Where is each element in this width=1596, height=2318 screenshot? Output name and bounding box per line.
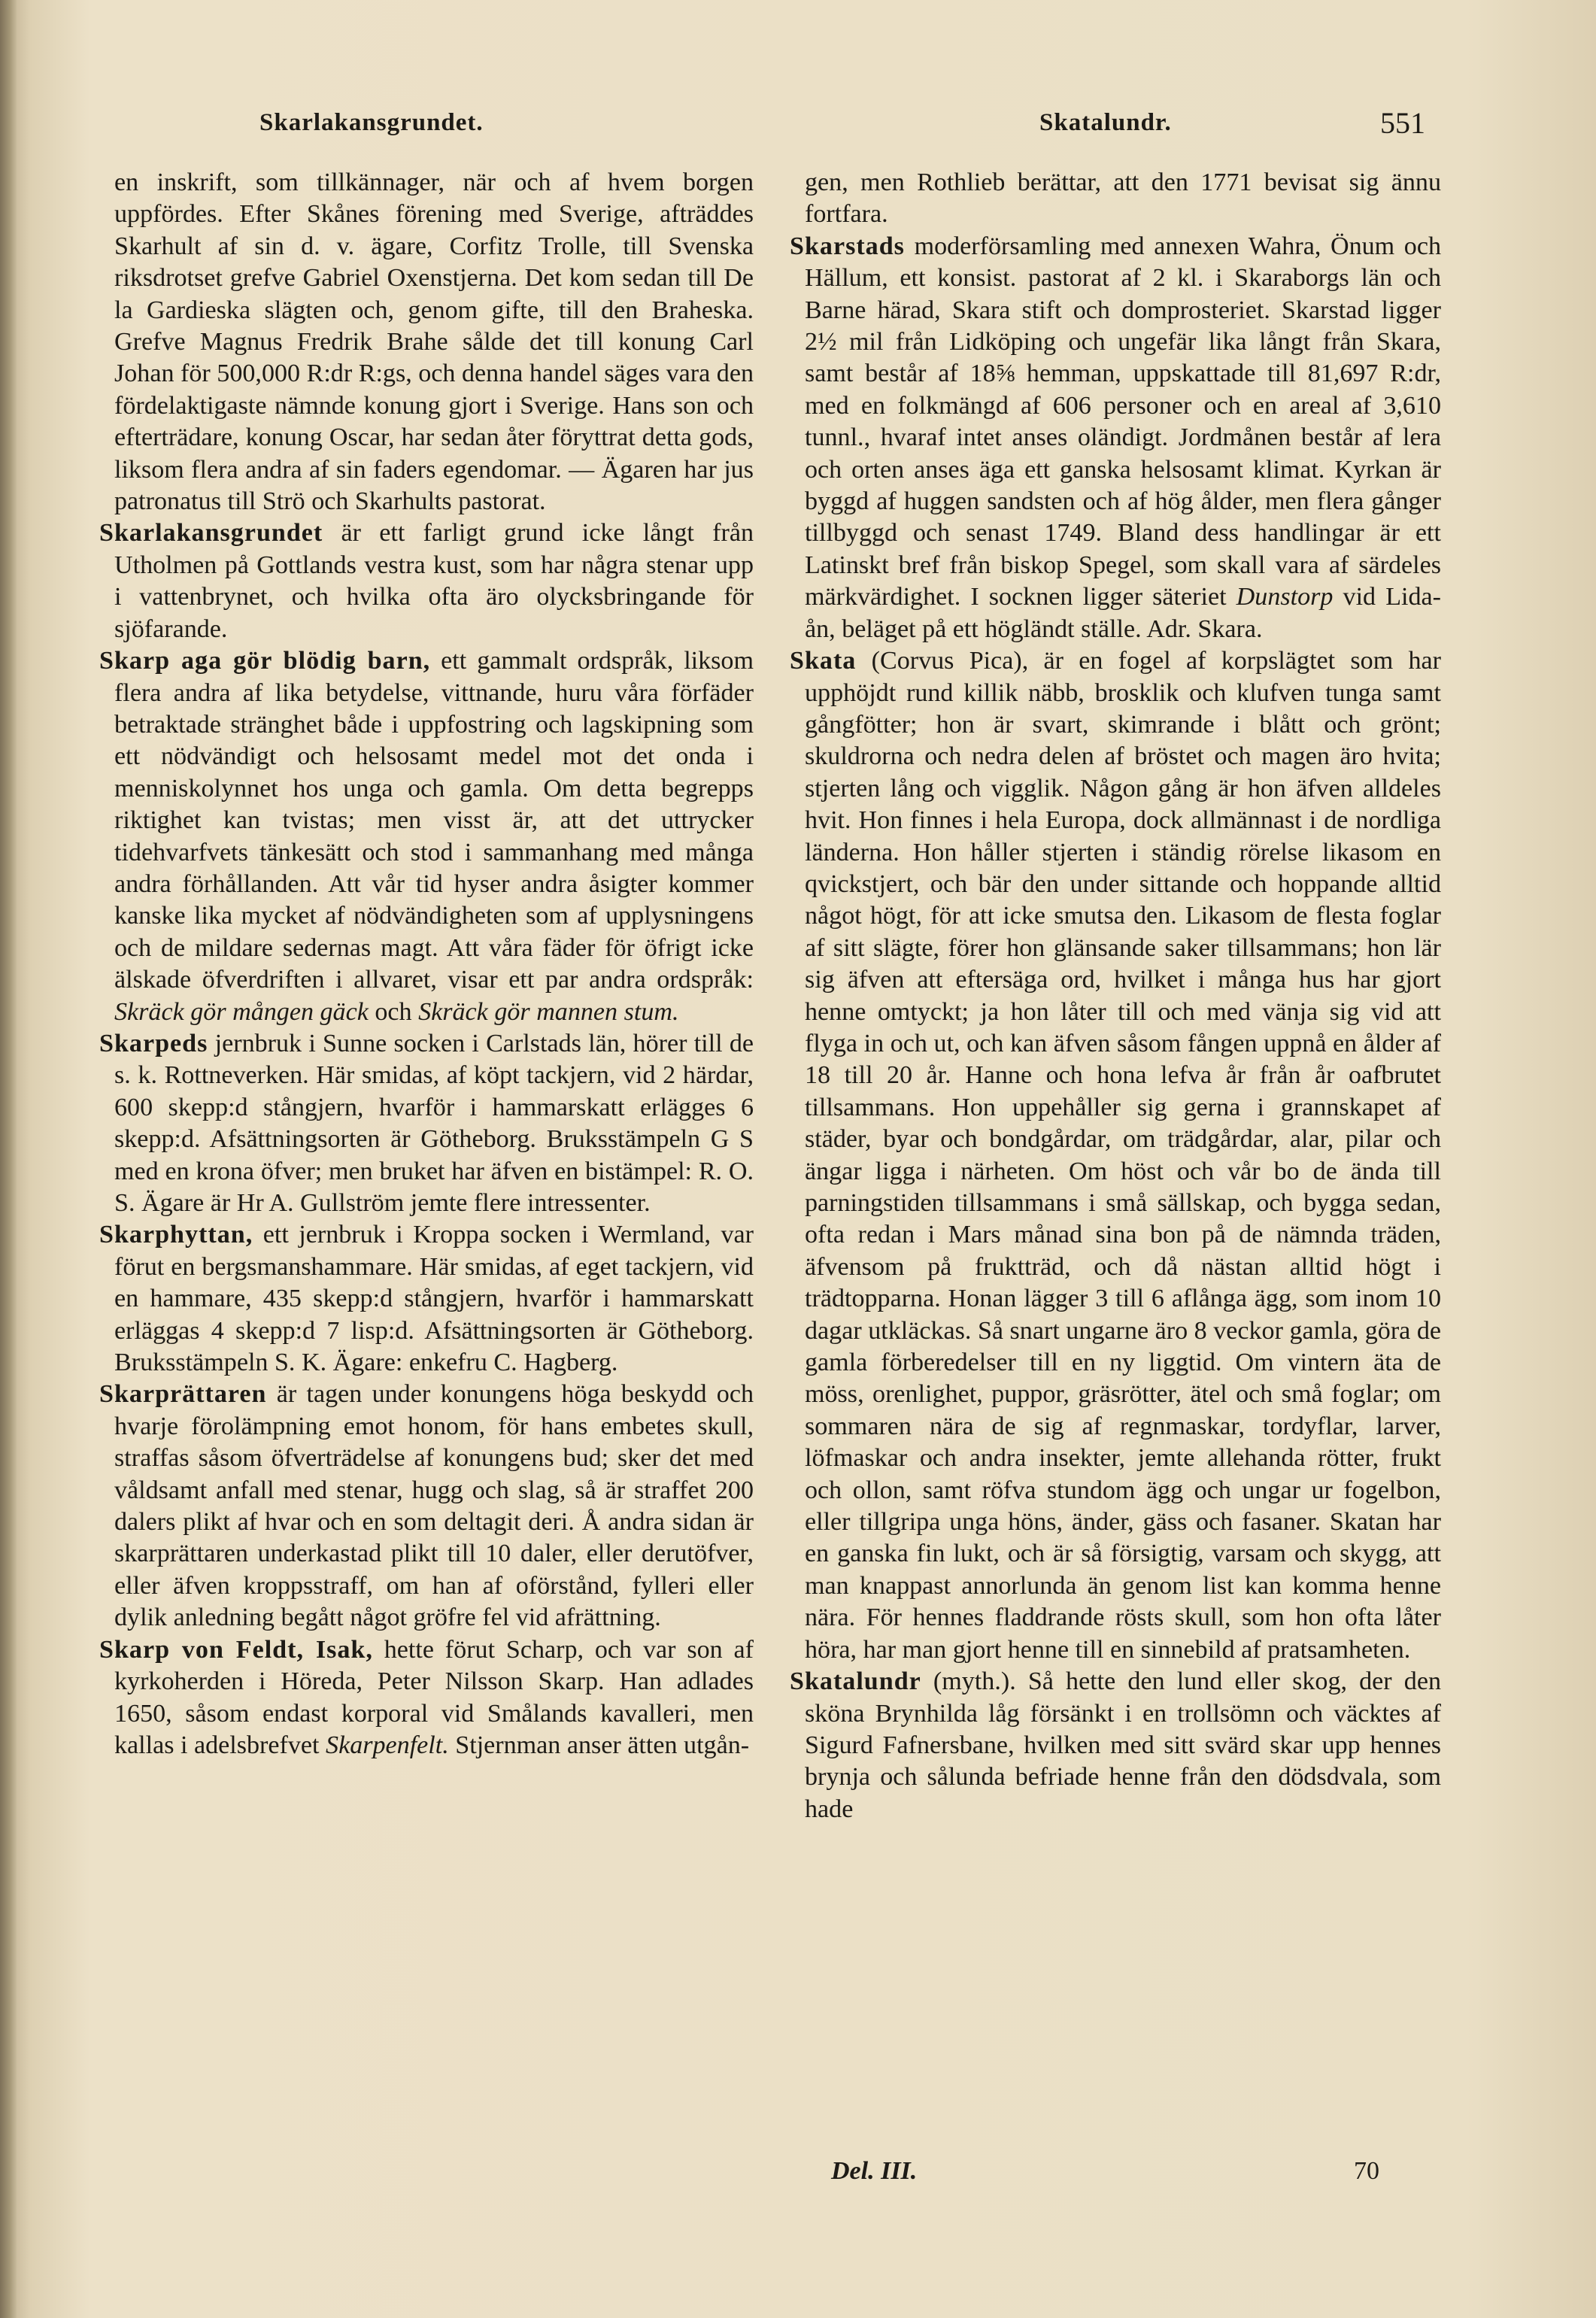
header-left-title: Skarlakansgrundet. bbox=[259, 109, 484, 136]
headword: Skatalundr bbox=[790, 1667, 921, 1696]
headword: Skarstads bbox=[790, 232, 905, 260]
entry-skarstads: Skarstads moderförsamling med annexen Wahra, Önum och Hällum, ett konsist. pastorat af 2 kl. i Skaraborgs län och Barne härad, Skara stift och domprosteriet. Skarstad ligger 2½ mil från Lidköping och ungefär lika långt från Skara, samt består af 18⅝ hemman, uppskattade till 81,697 R:dr, med en folkmängd af 606 personer och en areal af 3,610 tunnl., hvaraf intet anses oländigt. Jordmånen består af lera och orten anses äga ett ganska helsosamt klimat. Kyrkan är byggd af huggen sandsten och af hög ålder, men flera gånger tillbyggd och senast 1749. Bland dess handlingar är ett Latinskt bref från biskop Spegel, som skall vara af särdeles märkvärdighet. I socknen ligger säteriet Dunstorp vid Lida-ån, beläget på ett högländt ställe. Adr. Skara. bbox=[790, 232, 1441, 643]
entry-skatalundr: Skatalundr (myth.). Så hette den lund eller skog, der den sköna Brynhilda låg försänkt i en trollsömn och väcktes af Sigurd Fafnersbane, hvilken med sitt svärd skar upp hennes brynja och sålunda befriade henne från den dödsdvala, som hade bbox=[790, 1667, 1441, 1823]
headword: Skarpeds bbox=[99, 1029, 208, 1057]
signature-mark: 70 bbox=[1354, 2157, 1379, 2185]
paragraph-continuation: en inskrift, som tillkännager, när och af hvem borgen uppfördes. Efter Skånes förening med Sverige, afträddes Skarhult af sin d. v. ägare, Corfitz Trolle, till Svenska riksdrotset grefve Gabriel Oxenstjerna. Det kom sedan till De la Gardieska slägten och, genom gifte, till den Braheska. Grefve Magnus Fredrik Brahe sålde det till konung Carl Johan för 500,000 R:dr R:gs, och denna handel säges vara den fördelaktigaste nämnde konung gjort i Sverige. Hans son och efterträdare, konung Oscar, har sedan åter föryttrat detta gods, liksom flera andra af sin faders egendomar. — Ägaren har jus patronatus till Strö och Skarhults pastorat. bbox=[114, 168, 754, 516]
page-footer bbox=[0, 2157, 1596, 2195]
page-number: 551 bbox=[1380, 106, 1425, 140]
headword: Skarphyttan, bbox=[99, 1221, 253, 1249]
headword: Skarp aga gör blödig barn, bbox=[99, 647, 431, 675]
book-binding-edge bbox=[0, 0, 17, 2318]
entry-skarpeds: Skarpeds jernbruk i Sunne socken i Carlstads län, hörer till de s. k. Rottneverken. Här smidas, af köpt tackjern, vid 2 härdar, 600 skepp:d stångjern, hvarför i hammarskatt erlägges 6 skepp:d. Afsättningsorten är Götheborg. Bruksstämpeln G S med en krona öfver; men bruket har äfven en bistämpel: R. O. S. Ägare är Hr A. Gullström jemte flere intressenter. bbox=[99, 1029, 754, 1217]
left-column bbox=[99, 167, 754, 1761]
entry-skarp-von-feldt: Skarp von Feldt, Isak, hette förut Scharp, och var son af kyrkoherden i Höreda, Peter Nilsson Skarp. Han adlades 1650, såsom endast korporal vid Smålands kavalleri, men kallas i adelsbrefvet Skarpenfelt. Stjernman anser ätten utgån- bbox=[99, 1635, 754, 1759]
headword: Skata bbox=[790, 647, 857, 675]
headword: Skarlakansgrundet bbox=[99, 519, 323, 548]
entry-skarlakansgrundet: Skarlakansgrundet är ett farligt grund icke långt från Utholmen på Gottlands vestra kust, som har några stenar upp i vattenbrynet, och hvilka ofta äro olycksbringande för sjöfarande. bbox=[99, 519, 754, 643]
running-header bbox=[0, 105, 1596, 150]
entry-skata: Skata (Corvus Pica), är en fogel af korpslägtet som har upphöjdt rund killik näbb, brosklik och klufven tunga samt gångfötter; hon är svart, skimrande i blått och grönt; skuldrorna och nedra delen af bröstet och magen äro hvita; stjerten lång och vigglik. Någon gång är hon äfven alldeles hvit. Hon finnes i hela Europa, dock allmännast i de nordliga länderna. Hon håller stjerten i ständig rörelse likasom en qvickstjert, och bär den under sittande och hoppande alltid något högt, för att icke smutsa den. Likasom de flesta foglar af sitt slägte, förer hon glänsande saker tillsammans; hon lär sig äfven att eftersäga ord, hvilket i många hus har gjort henne omtyckt; ja hon låter till och med vänja sig vid att flyga in och ut, och kan äfven såsom fången uppnå en ålder af 18 till 20 år. Hanne och hona lefva år från år oafbrutet tillsammans. Hon uppehåller sig gerna i grannskapet af städer, byar och bondgårdar, om trädgårdar, alar, pilar och ängar ligga i närheten. Om höst och vår bo de ända till parningstiden tillsammans i små sällskap, och bygga sedan, ofta redan i Mars månad sina bon på de nämnda träden, äfvensom på fruktträd, och då nästan alltid högt i trädtopparna. Honan lägger 3 till 6 aflånga ägg, som inom 10 dagar utkläckas. Så snart ungarne äro 8 veckor gamla, göra de gamla förberedelser till en ny liggtid. Om vintern äta de möss, orenlighet, puppor, gräsrötter, ätel och små foglar; om sommaren nära de sig af regnmaskar, tordyflar, larver, löfmaskar och andra insekter, jemte allehanda rötter, frukt och ollon, samt röfva stundom ägg och ungar ur fogelbon, eller tillgripa unga höns, änder, gäss och fasaner. Skatan har en ganska fin lukt, och är så försigtig, varsam och skygg, att man knappast annorlunda än genom list kan komma henne nära. För hennes fladdrande rösts skull, som hon ofta låter höra, har man gjort henne till en sinnebild af pratsamheten. bbox=[790, 647, 1441, 1664]
entry-skarp-aga: Skarp aga gör blödig barn, ett gammalt ordspråk, liksom flera andra af lika betydelse, vittnande, huru våra förfäder betraktade stränghet både i uppfostring och lagskipning som ett nödvändigt och helsosamt medel mot det onda i menniskolynnet hos unga och gamla. Om detta begrepps riktighet kan tvistas; men visst är, att det uttrycker tidehvarfvets tänkesätt och stod i sammanhang med många andra förhållanden. Att vår tid hyser andra åsigter kommer kanske lika mycket af nödvändigheten som af upplysningens och de mildare sedernas magt. Att våra fäder för öfrigt icke älskade öfverdriften i allvaret, visar ett par andra ordspråk: Skräck gör mången gäck och Skräck gör mannen stum. bbox=[99, 647, 754, 1026]
headword: Skarprättaren bbox=[99, 1380, 267, 1409]
paragraph-continuation: gen, men Rothlieb berättar, att den 1771 bevisat sig ännu fortfara. bbox=[805, 168, 1441, 229]
header-right-title: Skatalundr. bbox=[1039, 109, 1172, 136]
entry-skarphyttan: Skarphyttan, ett jernbruk i Kroppa socken i Wermland, var förut en bergsmanshammare. Här smidas, af eget tackjern, vid en hammare, 435 skepp:d stångjern, hvarför i hammarskatt erläggas 4 skepp:d 7 lisp:d. Afsättningsorten är Götheborg. Bruksstämpeln S. K. Ägare: enkefru C. Hagberg. bbox=[99, 1221, 754, 1377]
volume-label: Del. III. bbox=[831, 2157, 918, 2185]
headword: Skarp von Feldt, Isak, bbox=[99, 1635, 373, 1664]
entry-skarprattaren: Skarprättaren är tagen under konungens höga beskydd och hvarje förolämpning emot honom, för hans embetes skull, straffas såsom öfverträdelse af konungens bud; sker det med våldsamt anfall med stenar, hugg och slag, så är straffet 200 dalers plikt af hvar och en som deltagit deri. Å andra sidan är skarprättaren underkastad plikt till 10 daler, eller derutöfver, eller äfven kroppsstraff, om han af oförstånd, fylleri eller dylik anledning begått något gröfre fel vid afrättning. bbox=[99, 1380, 754, 1632]
right-column bbox=[790, 167, 1441, 1825]
